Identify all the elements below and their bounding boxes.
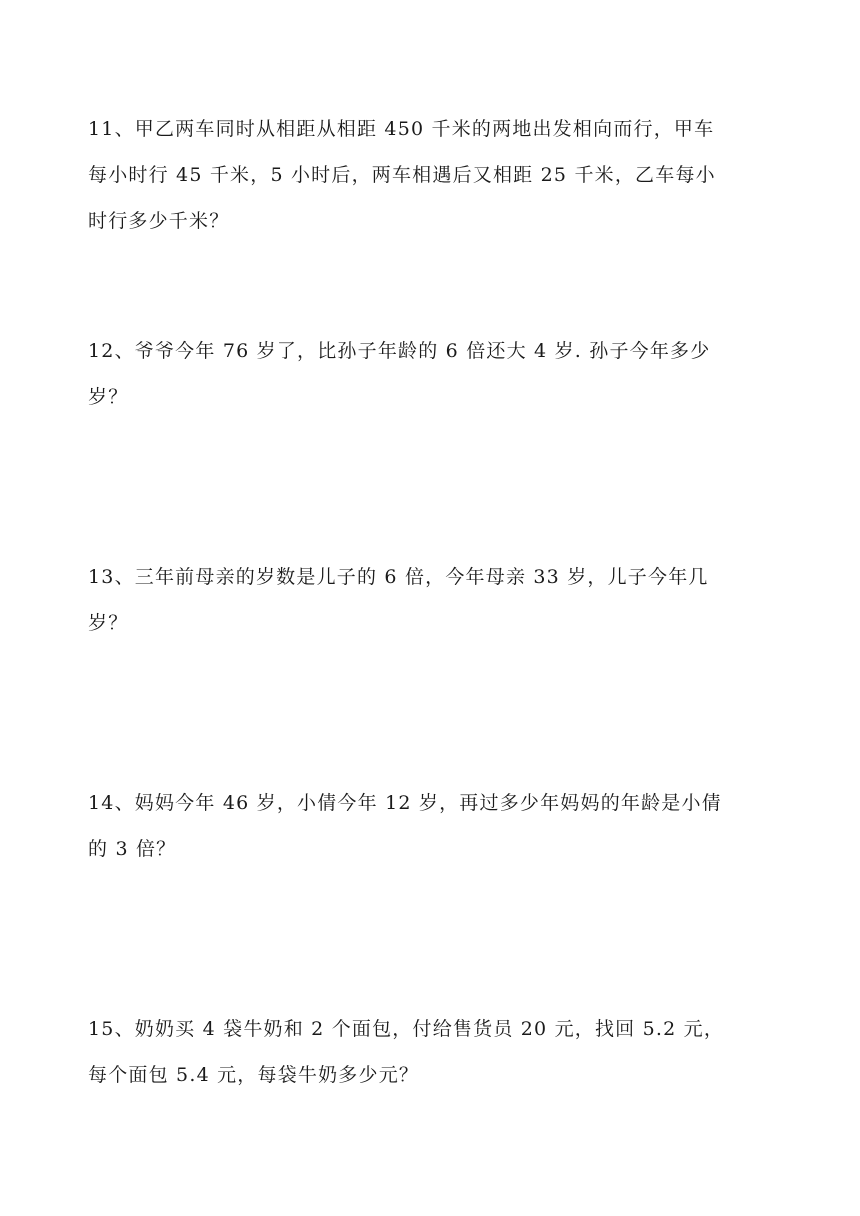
problem-13-line-1: 13、三年前母亲的岁数是儿子的 6 倍，今年母亲 33 岁，儿子今年几 (88, 566, 709, 588)
problem-13 (88, 554, 738, 646)
problem-11-line-2: 每小时行 45 千米，5 小时后，两车相遇后又相距 25 千米，乙车每小 (88, 164, 716, 186)
problem-15 (88, 1006, 738, 1098)
problem-12 (88, 328, 738, 420)
problem-11-line-3: 时行多少千米？ (88, 210, 230, 232)
problem-14-line-1: 14、妈妈今年 46 岁，小倩今年 12 岁，再过多少年妈妈的年龄是小倩 (88, 792, 722, 814)
problem-11 (88, 106, 738, 244)
problem-12-line-2: 岁？ (88, 386, 129, 408)
problem-14 (88, 780, 738, 872)
problem-11-line-1: 11、甲乙两车同时从相距从相距 450 千米的两地出发相向而行，甲车 (88, 118, 715, 140)
problem-12-line-1: 12、爷爷今年 76 岁了，比孙子年龄的 6 倍还大 4 岁. 孙子今年多少 (88, 340, 711, 362)
problem-15-line-1: 15、奶奶买 4 袋牛奶和 2 个面包，付给售货员 20 元，找回 5.2 元， (88, 1018, 725, 1040)
problem-15-line-2: 每个面包 5.4 元，每袋牛奶多少元？ (88, 1064, 420, 1086)
problem-14-line-2: 的 3 倍？ (88, 838, 177, 860)
problem-13-line-2: 岁？ (88, 612, 129, 634)
